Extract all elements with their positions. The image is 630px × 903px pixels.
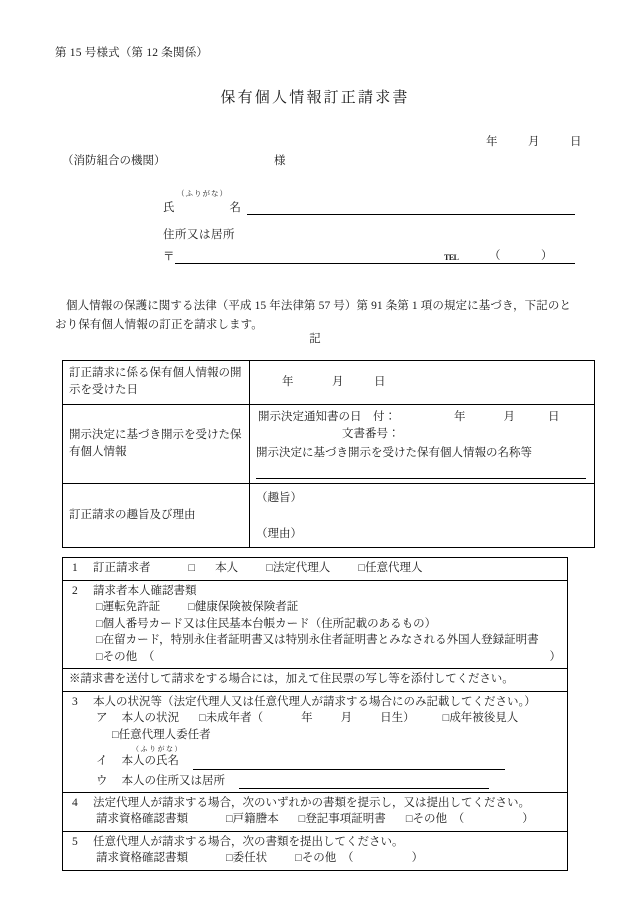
- section3-name-input[interactable]: [193, 757, 505, 770]
- tel-paren-close: ）: [541, 250, 553, 263]
- date-day-label: 日: [570, 136, 582, 148]
- applicant-checklist-table: [62, 557, 568, 871]
- checkbox-icon[interactable]: □: [96, 617, 103, 630]
- purpose-label: （趣旨）: [256, 492, 302, 505]
- date-month-label: 月: [528, 136, 540, 148]
- section3-birth-year: 年: [301, 712, 313, 725]
- section4-option-1: 登記事項証明書: [305, 813, 386, 826]
- section2-number: 2: [72, 584, 78, 597]
- checkbox-icon[interactable]: □: [188, 600, 195, 613]
- section4-title: 法定代理人が請求する場合，次のいずれかの書類を提示し，又は提出してください。: [93, 796, 530, 809]
- section2-title-row: [69, 583, 561, 599]
- notice-date-label: 開示決定通知書の日 付：: [258, 410, 396, 423]
- section2-option-3: 在留カード，特別永住者証明書又は特別永住者証明書とみなされる外国人登録証明書: [102, 634, 539, 647]
- row1-day: 日: [374, 375, 386, 388]
- table-row: [63, 831, 568, 870]
- date-year-label: 年: [486, 136, 498, 148]
- section1-cell: [63, 558, 568, 581]
- section2-options-line1: [69, 599, 561, 616]
- applicant-block: [163, 190, 575, 264]
- section3-item-c: [69, 773, 561, 789]
- section2-other-close: ）: [549, 650, 561, 663]
- section3-item-c-label: 本人の住所又は居所: [121, 774, 225, 787]
- section3-birth-day: 日生）: [380, 712, 415, 725]
- checkbox-icon[interactable]: □: [226, 813, 233, 826]
- checkbox-icon[interactable]: □: [295, 852, 302, 865]
- section3-item-b: [69, 753, 561, 769]
- table-row: [63, 404, 595, 484]
- row1-month: 月: [332, 375, 344, 388]
- section5-other-close: ）: [411, 852, 424, 865]
- section1-number: 1: [72, 562, 78, 574]
- section3-birth-month: 月: [340, 712, 353, 725]
- address-input-rule[interactable]: [175, 249, 575, 264]
- name-label: [163, 199, 247, 215]
- table-row: [63, 580, 568, 669]
- form-number: 第 15 号様式（第 12 条関係）: [55, 47, 209, 59]
- section2-option-1: 健康保険被保険者証: [194, 600, 299, 613]
- section5-option-0: 委任状: [232, 852, 268, 865]
- section1-option-2: 任意代理人: [364, 562, 423, 574]
- row1-body: [250, 361, 595, 405]
- name-row: [163, 199, 575, 215]
- section2-other-label: その他 （: [102, 650, 155, 663]
- section3-cell: [63, 691, 568, 792]
- section5-number: 5: [72, 835, 78, 848]
- section5-title: 任意代理人が請求する場合，次の書類を提出してください。: [93, 835, 404, 848]
- row1-header: 訂正請求に係る保有個人情報の開示を受けた日: [63, 361, 250, 405]
- section3-item-b-label: 本人の氏名: [121, 755, 179, 768]
- notice-date-line[interactable]: [256, 409, 588, 426]
- legal-paragraph: 個人情報の保護に関する法律（平成 15 年法律第 57 号）第 91 条第 1 項の規定に基づき，下記のとおり保有個人情報の訂正を請求します。: [55, 300, 572, 331]
- section3-number: 3: [72, 695, 78, 708]
- checkbox-icon[interactable]: □: [199, 712, 206, 725]
- section2-options-line3: [69, 632, 561, 649]
- tel-paren-open: （: [489, 250, 501, 263]
- document-number-label[interactable]: 文書番号：: [342, 427, 400, 440]
- addressee-honorific: 様: [274, 155, 286, 167]
- section3-item-b-mark: イ: [96, 755, 108, 768]
- row2-header: 開示決定に基づき開示を受けた保有個人情報: [63, 404, 250, 484]
- checkbox-icon[interactable]: □: [96, 600, 103, 613]
- section4-options-row: [69, 811, 561, 828]
- section2-cell: [63, 580, 568, 669]
- page-title: 保有個人情報訂正請求書: [220, 90, 410, 106]
- notice-year: 年: [454, 410, 466, 423]
- row3-body[interactable]: [250, 484, 595, 548]
- addressee-organization: （消防組合の機関）: [62, 155, 166, 167]
- checkbox-icon[interactable]: □: [266, 562, 273, 574]
- section2-options-line2: [69, 616, 561, 633]
- section1-option-1: 法定代理人: [272, 562, 331, 574]
- tel-label: TEL: [444, 253, 459, 263]
- section2-option-2: 個人番号カード又は住民基本台帳カード（住所記載のあるもの）: [102, 617, 437, 630]
- notice-day: 日: [548, 410, 560, 423]
- section5-title-row: [69, 834, 561, 850]
- table-row: [63, 792, 568, 831]
- section3-item-c-mark: ウ: [96, 774, 108, 787]
- section1-title: 訂正請求者: [93, 562, 151, 574]
- row3-header: 訂正請求の趣旨及び理由: [63, 484, 250, 548]
- submission-date-line: [486, 133, 584, 149]
- checkbox-icon[interactable]: □: [405, 813, 413, 826]
- reason-label: （理由）: [256, 527, 302, 540]
- checkbox-icon[interactable]: □: [226, 852, 233, 865]
- disclosure-received-date[interactable]: [256, 374, 588, 391]
- disclosed-info-name-rule[interactable]: [256, 465, 586, 479]
- section5-options-row: [69, 850, 561, 867]
- checkbox-icon[interactable]: □: [358, 562, 365, 574]
- section3-item-a-line2: [69, 727, 561, 744]
- section1-option-0: 本人: [215, 562, 239, 574]
- section2-option-0: 運転免許証: [102, 600, 161, 613]
- name-label-part2: 名: [229, 202, 241, 215]
- section5-cell: [63, 831, 568, 870]
- section5-doc-label: 請求資格確認書類: [96, 852, 188, 865]
- section5-other-label: その他 （: [301, 852, 354, 865]
- section3-option-delegator: 任意代理人委任者: [118, 728, 211, 741]
- section3-item-a-label: 本人の状況: [121, 712, 179, 725]
- furigana-label: （ふりがな）: [177, 189, 228, 198]
- checkbox-icon[interactable]: □: [188, 562, 196, 574]
- section4-doc-label: 請求資格確認書類: [96, 813, 188, 826]
- disclosed-info-name-label: 開示決定に基づき開示を受けた保有個人情報の名称等: [256, 447, 532, 459]
- zip-row: [163, 248, 575, 264]
- section3-title-row: [69, 694, 561, 710]
- row1-year: 年: [282, 375, 294, 388]
- checkbox-icon[interactable]: □: [298, 813, 306, 826]
- address-label: 住所又は居所: [163, 229, 235, 242]
- section2-title: 請求者本人確認書類: [93, 584, 197, 597]
- section2-note: ※請求書を送付して請求をする場合には，加えて住民票の写し等を添付してください。: [63, 669, 568, 691]
- table-row: [63, 669, 568, 691]
- row2-body: [250, 404, 595, 484]
- notice-month: 月: [503, 410, 515, 423]
- section3-item-a-mark: ア: [96, 712, 108, 725]
- section4-option-0: 戸籍謄本: [232, 813, 279, 826]
- ki-marker: 記: [309, 333, 321, 345]
- addressee-line: [62, 152, 286, 168]
- section3-address-input[interactable]: [239, 776, 489, 789]
- table-row: [63, 691, 568, 792]
- checkbox-icon[interactable]: □: [442, 712, 450, 725]
- section4-other-close: ）: [522, 813, 534, 826]
- checkbox-icon[interactable]: □: [112, 728, 119, 741]
- section3-item-a: [69, 710, 561, 727]
- checkbox-icon[interactable]: □: [96, 650, 103, 663]
- table-row: [63, 361, 595, 405]
- name-label-part1: 氏: [163, 202, 175, 215]
- section3-option-ward: 成年被後見人: [449, 712, 519, 725]
- section3-furigana-label: （ふりがな）: [132, 745, 183, 754]
- section4-title-row: [69, 795, 561, 811]
- section2-other-row: [69, 649, 561, 666]
- section3-title: 本人の状況等（法定代理人又は任意代理人が請求する場合にのみ記載してください。）: [93, 695, 536, 708]
- section4-number: 4: [72, 796, 78, 809]
- table-row: [63, 484, 595, 548]
- section4-other-label: その他 （: [412, 813, 465, 826]
- section3-option-minor: 未成年者（: [205, 712, 264, 725]
- name-input-rule[interactable]: [247, 201, 575, 215]
- zip-mark: 〒: [163, 251, 175, 264]
- table-row: [63, 558, 568, 581]
- disclosure-info-table: [62, 360, 595, 548]
- section4-cell: [63, 792, 568, 831]
- checkbox-icon[interactable]: □: [96, 634, 103, 647]
